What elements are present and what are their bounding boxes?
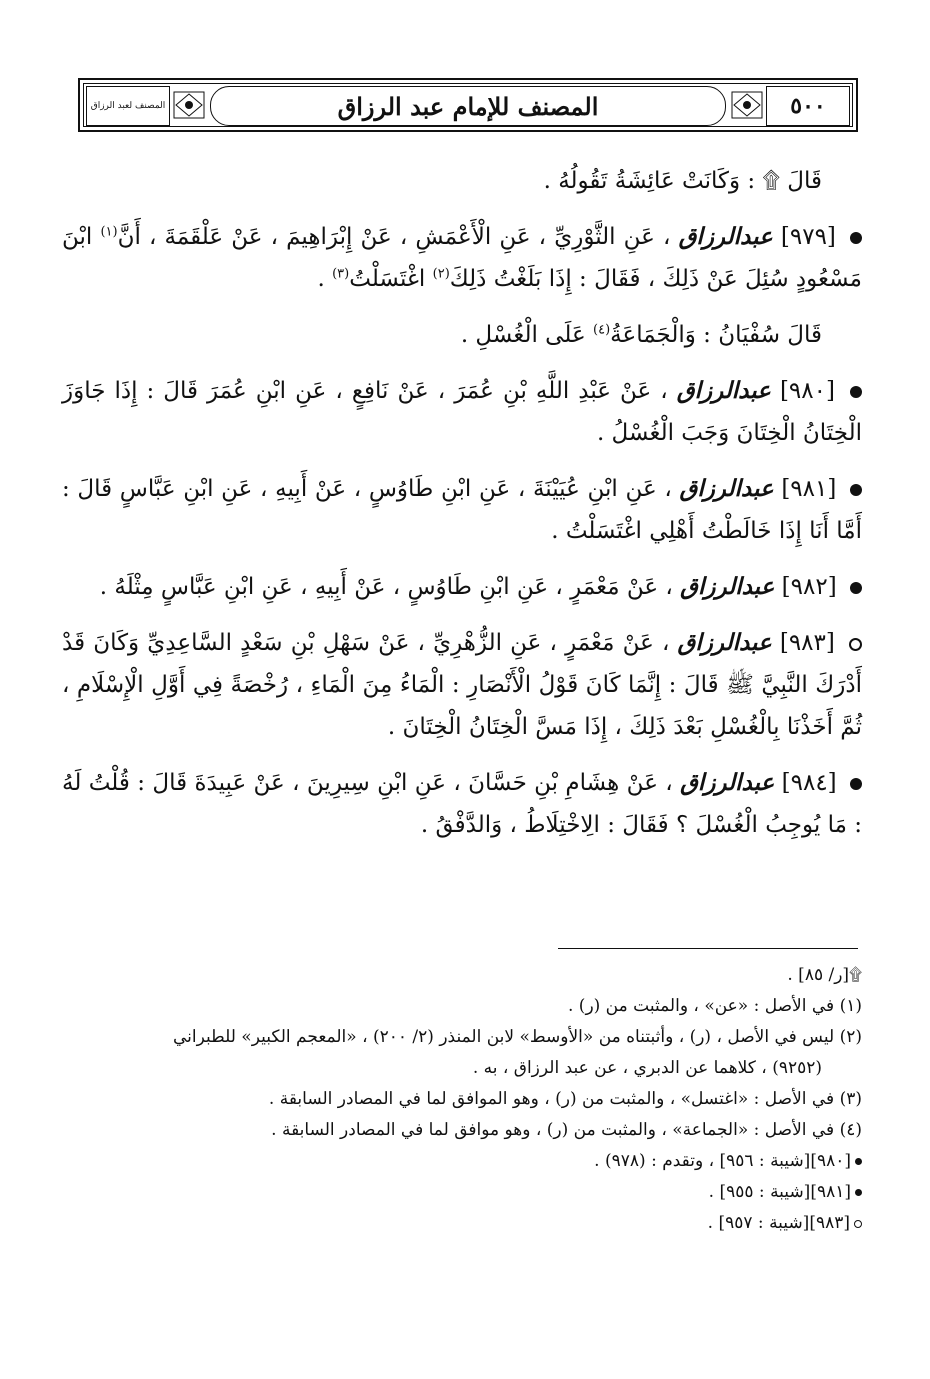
hadith-text: ، عَنْ مَعْمَرٍ ، عَنِ ابْنِ طَاوُسٍ ، عَنْ أَبِيهِ ، عَنِ ابْنِ عَبَّاسٍ مِثْلَهُ . (99, 574, 673, 600)
footnote-1 (62, 991, 862, 1022)
footnote-text: ۩[ر/ ٨٥] . (787, 965, 862, 985)
page-number-box (766, 86, 850, 126)
open-bullet-icon (854, 1220, 862, 1228)
source-note-981 (62, 1177, 862, 1208)
hadith-number: [٩٨٤] (781, 770, 837, 796)
hadith-text: ، عَنِ ابْنِ عُيَيْنَةَ ، عَنِ ابْنِ طَاوُسٍ ، عَنْ أَبِيهِ ، عَنِ ابْنِ عَبَّاسٍ قَالَ : أَمَّا أَنَا إِذَا خَالَطْتُ أَهْلِي اغْتَسَلْتُ . (62, 476, 862, 544)
hadith-number: [٩٨٢] (781, 574, 837, 600)
footnote-text: (٩٢٥٢) ، كلاهما عن الدبري ، عن عبد الرزاق ، به . (472, 1058, 822, 1078)
footnote-2-continued (62, 1053, 862, 1084)
bullet-icon (855, 1158, 862, 1165)
footnote-text: [٩٨٣][شيبة : ٩٥٧] . (707, 1213, 850, 1233)
hadith-text: ، عَنْ هِشَامِ بْنِ حَسَّانَ ، عَنِ ابْنِ سِيرِينَ ، عَنْ عَبِيدَةَ قَالَ : قُلْتُ لَهُ : مَا يُوجِبُ الْغُسْلَ ؟ فَقَالَ : الِاخْتِلَاطُ ، وَالدَّفْقُ . (62, 770, 862, 838)
ornament-icon (730, 90, 764, 120)
hadith-text: اغْتَسَلْتُ (349, 266, 426, 292)
bullet-icon (850, 232, 862, 244)
footnote-4 (62, 1115, 862, 1146)
ornament-icon (172, 90, 206, 120)
page-number: ٥٠٠ (790, 93, 826, 119)
book-title-text: المصنف للإمام عبد الرزاق (337, 91, 599, 121)
bullet-icon (855, 1189, 862, 1196)
narrator-name: عبدالرزاق (679, 475, 774, 502)
hadith-text: ابْنَ مَسْعُودٍ سُئِلَ عَنْ ذَلِكَ ، فَقَالَ : إِذَا بَلَغْتُ ذَلِكَ (62, 224, 862, 292)
hadith-number: [٩٨٣] (779, 630, 835, 656)
footnote-ref: (٣) (332, 266, 350, 282)
narrator-name: عبدالرزاق (677, 629, 772, 656)
page-header (78, 78, 858, 132)
footnote-text: [٩٨٠][شيبة : ٩٥٦] ، وتقدم : (٩٧٨) . (594, 1151, 851, 1171)
hadith-text: ، عَنْ مَعْمَرٍ ، عَنِ الزُّهْرِيِّ ، عَنْ سَهْلِ بْنِ سَعْدٍ السَّاعِدِيِّ وَكَانَ قَدْ أَدْرَكَ النَّبِيَّ ﷺ قَالَ : إِنَّمَا كَانَ قَوْلُ الْأَنْصَارِ : الْمَاءُ مِنَ الْمَاءِ ، رُخْصَةً فِي أَوَّلِ الْإِسْلَامِ ، ثُمَّ أَخَذْنَا بِالْغُسْلِ بَعْدَ ذَلِكَ ، إِذَا مَسَّ الْخِتَانُ الْخِتَانَ . (62, 630, 862, 740)
footnote-ref: (٢) (432, 266, 450, 282)
footnote-ref: (٤) (593, 322, 611, 338)
footnote-text: (٢) ليس في الأصل ، (ر) ، وأثبتناه من «الأوسط» لابن المنذر (٢/ ٢٠٠) ، «المعجم الكبير» للطبراني (173, 1027, 862, 1047)
main-text (62, 160, 862, 860)
footnote-text: (١) في الأصل : «عن» ، والمثبت من (ر) . (568, 996, 862, 1016)
footnote-separator (558, 948, 858, 949)
hadith-980 (62, 370, 862, 454)
bullet-icon (850, 484, 862, 496)
hadith-number: [٩٨٠] (779, 378, 835, 404)
hadith-979 (62, 216, 862, 300)
bullet-icon (850, 386, 862, 398)
hadith-text: ، عَنْ عَبْدِ اللَّهِ بْنِ عُمَرَ ، عَنْ نَافِعٍ ، عَنِ ابْنِ عُمَرَ قَالَ : إِذَا جَاوَزَ الْخِتَانُ الْخِتَانَ وَجَبَ الْغُسْلُ . (62, 378, 862, 446)
book-logo-text: المصنف لعبد الرزاق (90, 101, 166, 111)
source-note-983 (62, 1208, 862, 1239)
footnote-ref: (١) (100, 224, 118, 240)
footnote-text: [٩٨١][شيبة : ٩٥٥] . (708, 1182, 851, 1202)
book-logo (86, 86, 170, 126)
bullet-icon (850, 778, 862, 790)
bullet-icon (850, 582, 862, 594)
narrator-name: عبدالرزاق (676, 377, 771, 404)
hadith-number: [٩٨١] (781, 476, 837, 502)
footnote-text: (٣) في الأصل : «اغتسل» ، والمثبت من (ر) ، وهو الموافق لما في المصادر السابقة . (268, 1089, 862, 1109)
footnotes (62, 960, 862, 1239)
hadith-text: . (317, 266, 325, 292)
footnote-3 (62, 1084, 862, 1115)
narrator-name: عبدالرزاق (680, 573, 775, 600)
book-title (210, 86, 726, 126)
hadith-number: [٩٧٩] (780, 224, 836, 250)
footnote-2 (62, 1022, 862, 1053)
paragraph (62, 314, 862, 356)
paragraph-text: قَالَ سُفْيَانُ : وَالْجَمَاعَةُ (610, 322, 822, 348)
hadith-983 (62, 622, 862, 748)
narrator-name: عبدالرزاق (680, 769, 775, 796)
footnote (62, 960, 862, 991)
paragraph-text: عَلَى الْغُسْلِ . (460, 322, 586, 348)
footnote-text: (٤) في الأصل : «الجماعة» ، والمثبت من (ر) ، وهو موافق لما في المصادر السابقة . (271, 1120, 862, 1140)
hadith-984 (62, 762, 862, 846)
narrator-name: عبدالرزاق (678, 223, 773, 250)
open-bullet-icon (849, 638, 862, 651)
hadith-981 (62, 468, 862, 552)
source-note-980 (62, 1146, 862, 1177)
paragraph-text: قَالَ ۩ : وَكَانَتْ عَائِشَةُ تَقُولُهُ . (543, 168, 822, 194)
hadith-text: ، عَنِ الثَّوْرِيِّ ، عَنِ الْأَعْمَشِ ، عَنْ إِبْرَاهِيمَ ، عَنْ عَلْقَمَةَ ، أَنَّ (117, 224, 671, 250)
hadith-982 (62, 566, 862, 608)
paragraph (62, 160, 862, 202)
